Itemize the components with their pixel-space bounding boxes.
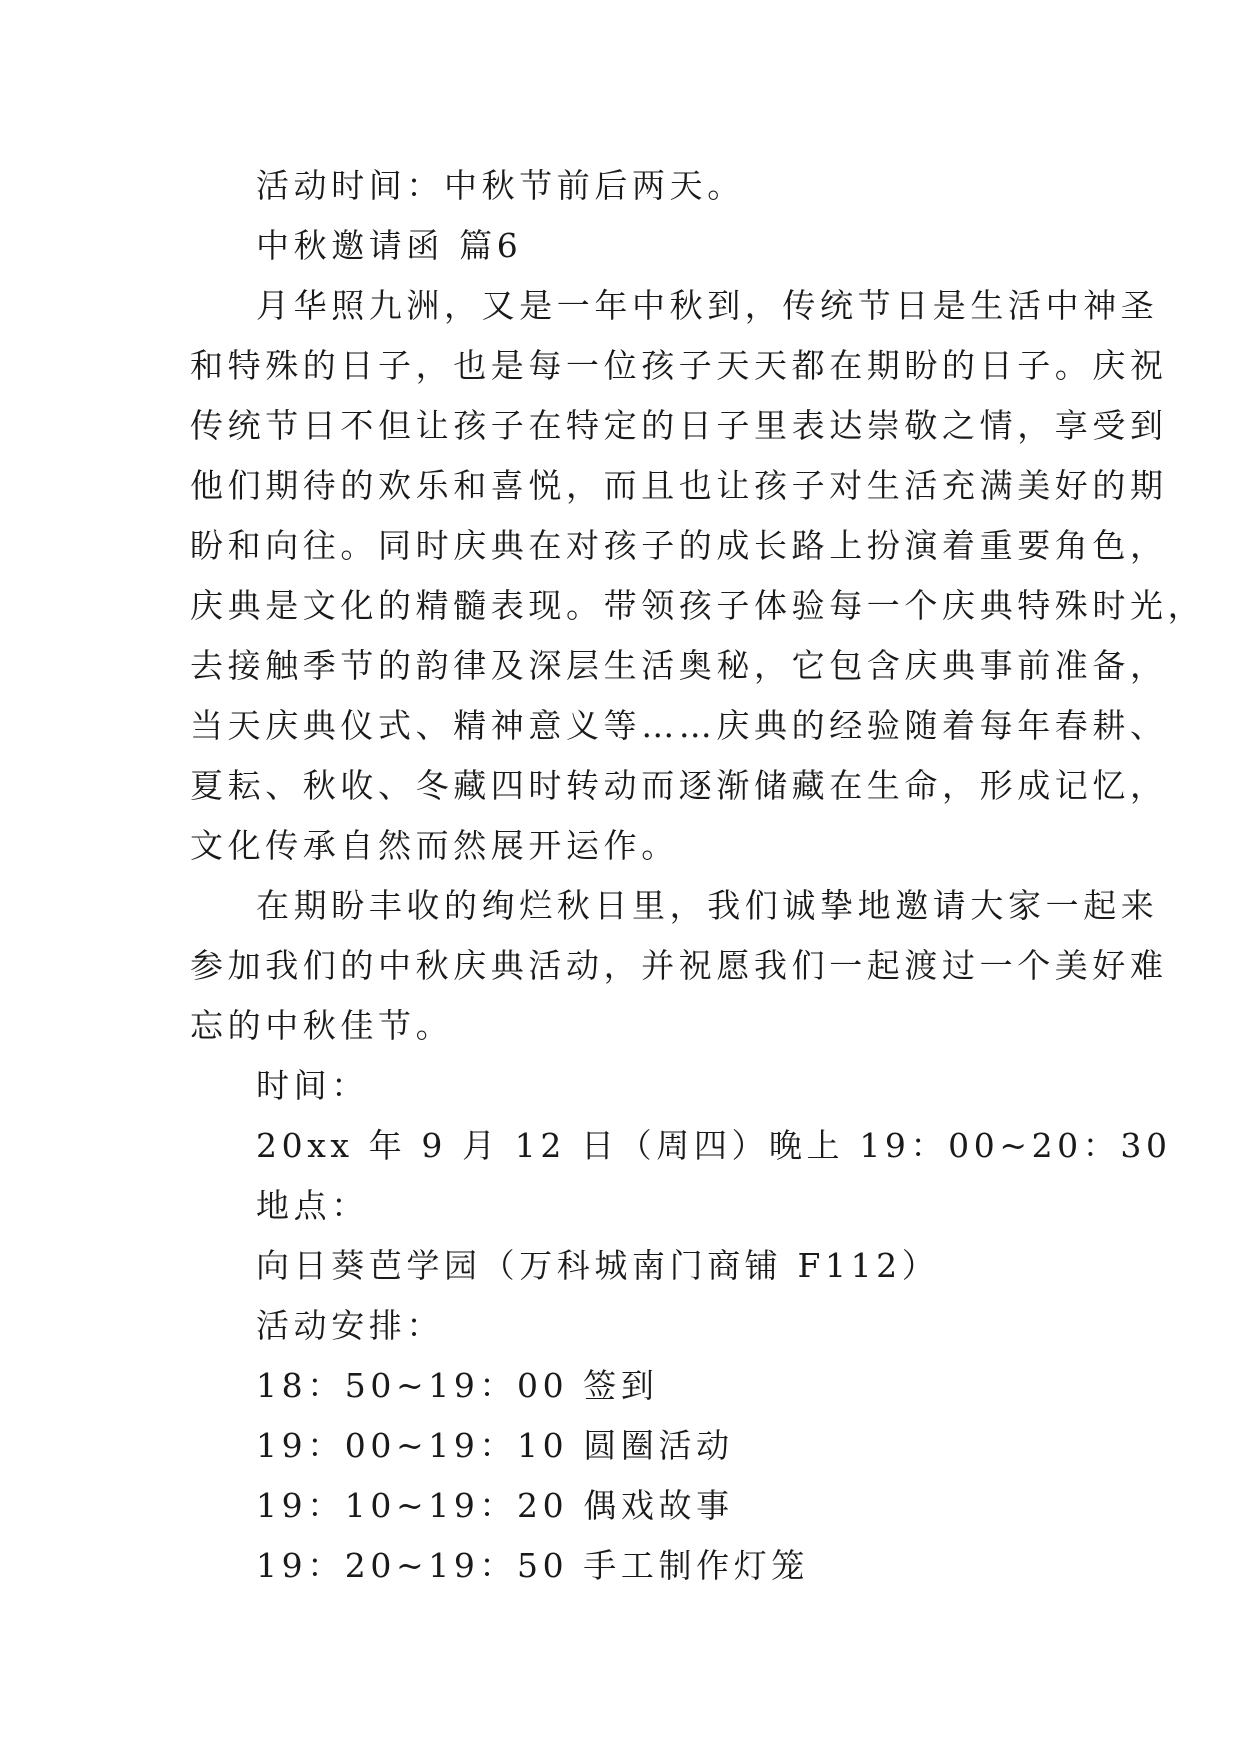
- schedule-item: 19：20~19：50 手工制作灯笼: [256, 1546, 809, 1585]
- paragraph-1-line-3: 传统节日不但让孩子在特定的日子里表达崇敬之情，享受到: [190, 406, 1168, 445]
- time-label: 时间：: [256, 1066, 369, 1105]
- paragraph-1-line-4: 他们期待的欢乐和喜悦，而且也让孩子对生活充满美好的期: [190, 466, 1168, 505]
- location-value: 向日葵芭学园（万科城南门商铺 F112）: [256, 1246, 940, 1285]
- time-value: 20xx 年 9 月 12 日（周四）晚上 19：00~20：30: [256, 1126, 1172, 1165]
- section-heading: 中秋邀请函 篇6: [256, 226, 523, 265]
- activity-time-line: 活动时间：中秋节前后两天。: [256, 166, 745, 205]
- paragraph-1-line-9: 夏耘、秋收、冬藏四时转动而逐渐储藏在生命，形成记忆，: [190, 766, 1168, 805]
- paragraph-1-line-8: 当天庆典仪式、精神意义等……庆典的经验随着每年春耕、: [190, 706, 1168, 745]
- paragraph-1-line-1: 月华照九洲，又是一年中秋到，传统节日是生活中神圣: [256, 286, 1159, 325]
- schedule-label: 活动安排：: [256, 1306, 444, 1345]
- location-label: 地点：: [256, 1186, 369, 1225]
- paragraph-2-line-2: 参加我们的中秋庆典活动，并祝愿我们一起渡过一个美好难: [190, 946, 1168, 985]
- paragraph-2-line-1: 在期盼丰收的绚烂秋日里，我们诚挚地邀请大家一起来: [256, 886, 1159, 925]
- schedule-item: 18：50~19：00 签到: [256, 1366, 659, 1405]
- schedule-item: 19：00~19：10 圆圈活动: [256, 1426, 734, 1465]
- paragraph-1-line-10: 文化传承自然而然展开运作。: [190, 826, 679, 865]
- paragraph-1-line-2: 和特殊的日子，也是每一位孩子天天都在期盼的日子。庆祝: [190, 346, 1168, 385]
- schedule-item: 19：10~19：20 偶戏故事: [256, 1486, 734, 1525]
- paragraph-1-line-6: 庆典是文化的精髓表现。带领孩子体验每一个庆典特殊时光，: [190, 586, 1206, 625]
- paragraph-1-line-7: 去接触季节的韵律及深层生活奥秘，它包含庆典事前准备，: [190, 646, 1168, 685]
- paragraph-2-line-3: 忘的中秋佳节。: [190, 1006, 454, 1045]
- paragraph-1-line-5: 盼和向往。同时庆典在对孩子的成长路上扮演着重要角色，: [190, 526, 1168, 565]
